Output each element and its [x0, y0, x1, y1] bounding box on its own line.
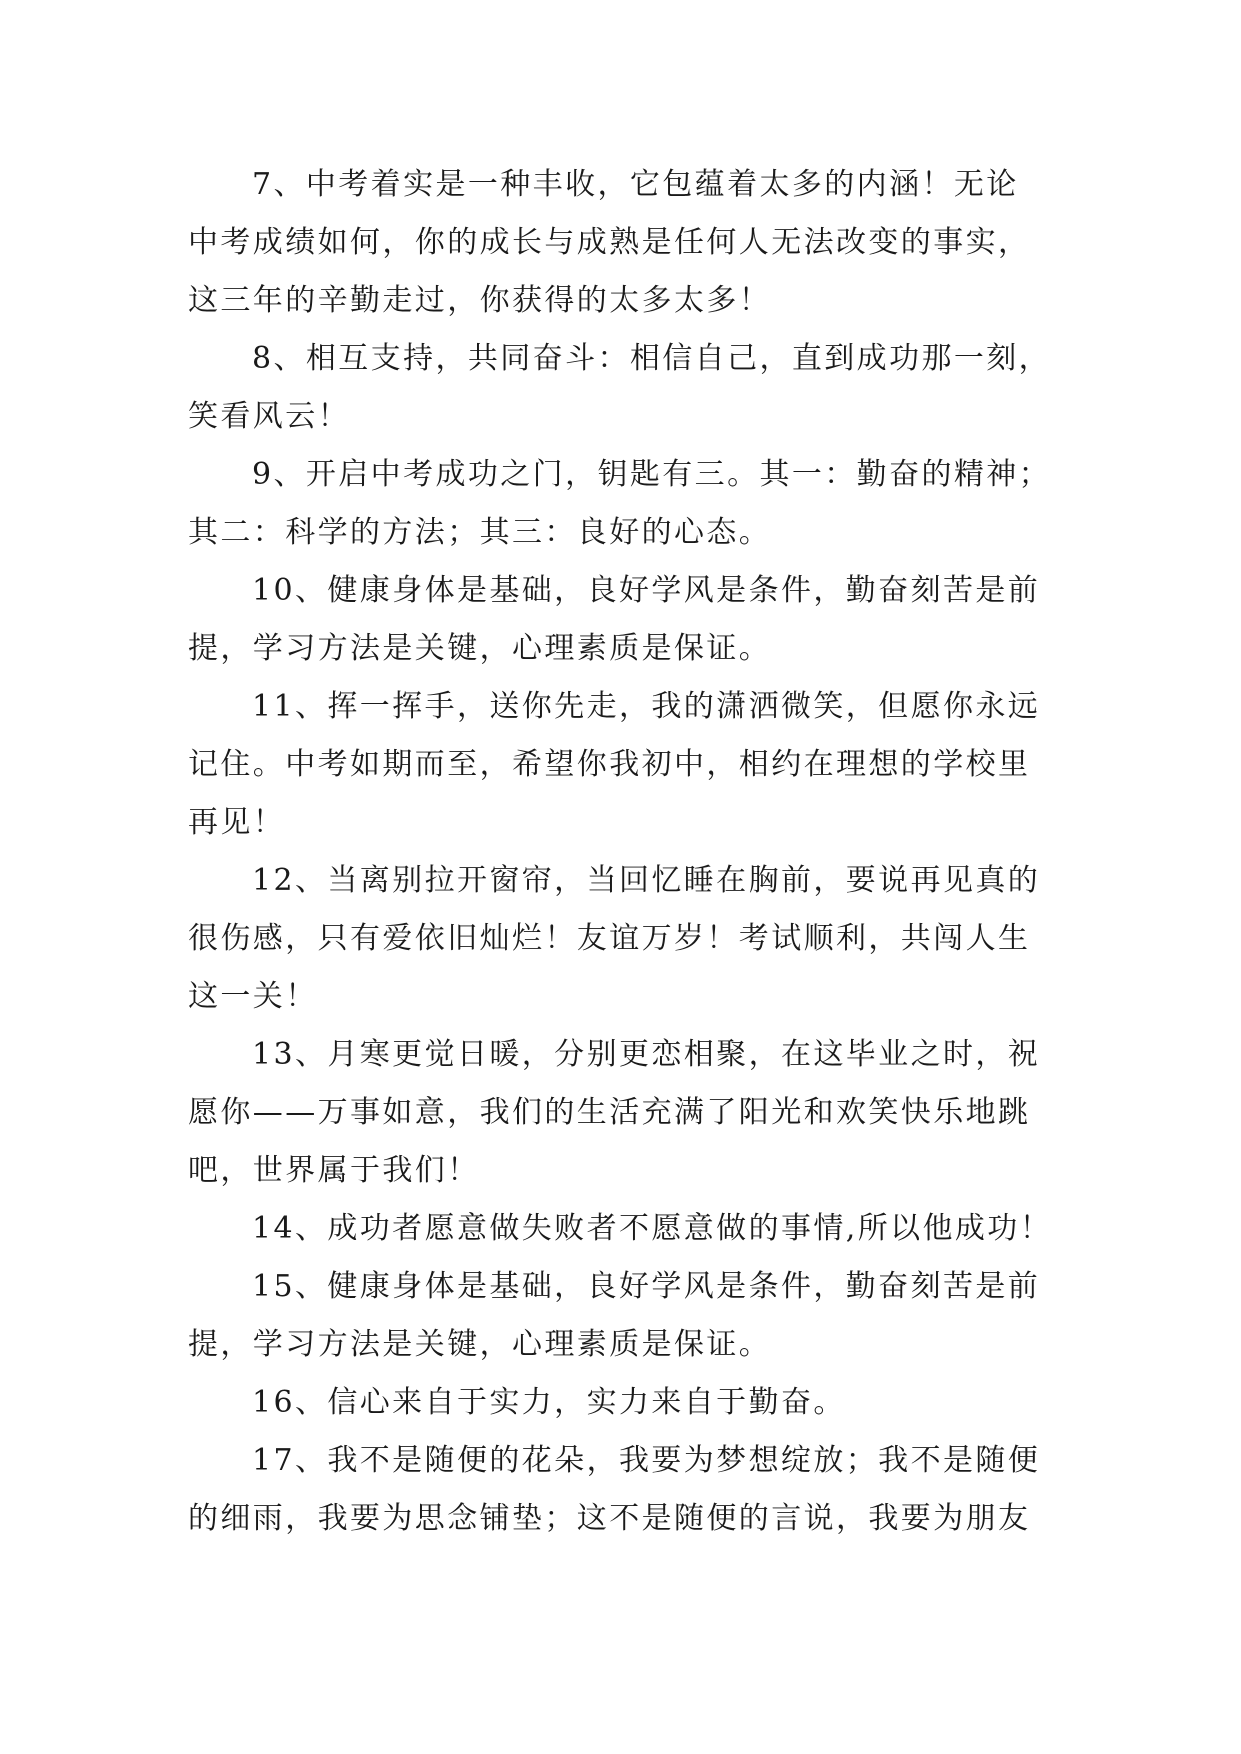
- paragraph-13: [188, 1026, 1068, 1200]
- paragraph-line: 8、相互支持，共同奋斗：相信自己，直到成功那一刻，: [252, 341, 1052, 376]
- paragraph-line: 提，学习方法是关键，心理素质是保证。: [188, 1327, 772, 1362]
- paragraph-line: 其二：科学的方法；其三：良好的心态。: [188, 515, 772, 550]
- paragraph-line: 14、成功者愿意做失败者不愿意做的事情,所以他成功！: [252, 1211, 1053, 1246]
- paragraph-line: 7、中考着实是一种丰收，它包蕴着太多的内涵！无论: [252, 167, 1019, 202]
- paragraph-line: 吧，世界属于我们！: [188, 1153, 480, 1188]
- paragraph-line: 16、信心来自于实力，实力来自于勤奋。: [252, 1385, 846, 1420]
- paragraph-10: [188, 562, 1068, 678]
- paragraph-line: 15、健康身体是基础，良好学风是条件，勤奋刻苦是前: [252, 1269, 1041, 1304]
- paragraph-line: 9、开启中考成功之门，钥匙有三。其一：勤奋的精神；: [252, 457, 1052, 492]
- paragraph-17: [188, 1432, 1068, 1548]
- paragraph-14: [188, 1200, 1068, 1258]
- paragraph-line: 很伤感，只有爱依旧灿烂！友谊万岁！考试顺利，共闯人生: [188, 921, 1031, 956]
- paragraph-16: [188, 1374, 1068, 1432]
- paragraph-line: 愿你——万事如意，我们的生活充满了阳光和欢笑快乐地跳: [188, 1095, 1031, 1130]
- paragraph-line: 这一关！: [188, 979, 318, 1014]
- paragraph-9: [188, 446, 1068, 562]
- paragraph-line: 再见！: [188, 805, 286, 840]
- paragraph-7: [188, 156, 1068, 330]
- paragraph-line: 13、月寒更觉日暖，分别更恋相聚，在这毕业之时，祝: [252, 1037, 1041, 1072]
- paragraph-line: 10、健康身体是基础，良好学风是条件，勤奋刻苦是前: [252, 573, 1041, 608]
- paragraph-line: 记住。中考如期而至，希望你我初中，相约在理想的学校里: [188, 747, 1031, 782]
- paragraph-8: [188, 330, 1068, 446]
- document-body: [188, 156, 1068, 1548]
- paragraph-line: 17、我不是随便的花朵，我要为梦想绽放；我不是随便: [252, 1443, 1041, 1478]
- paragraph-line: 11、挥一挥手，送你先走，我的潇洒微笑，但愿你永远: [252, 689, 1041, 724]
- paragraph-line: 中考成绩如何，你的成长与成熟是任何人无法改变的事实，: [188, 225, 1031, 260]
- paragraph-line: 提，学习方法是关键，心理素质是保证。: [188, 631, 772, 666]
- paragraph-line: 的细雨，我要为思念铺垫；这不是随便的言说，我要为朋友: [188, 1501, 1031, 1536]
- paragraph-line: 笑看风云！: [188, 399, 350, 434]
- paragraph-line: 这三年的辛勤走过，你获得的太多太多！: [188, 283, 772, 318]
- paragraph-15: [188, 1258, 1068, 1374]
- paragraph-12: [188, 852, 1068, 1026]
- paragraph-11: [188, 678, 1068, 852]
- paragraph-line: 12、当离别拉开窗帘，当回忆睡在胸前，要说再见真的: [252, 863, 1041, 898]
